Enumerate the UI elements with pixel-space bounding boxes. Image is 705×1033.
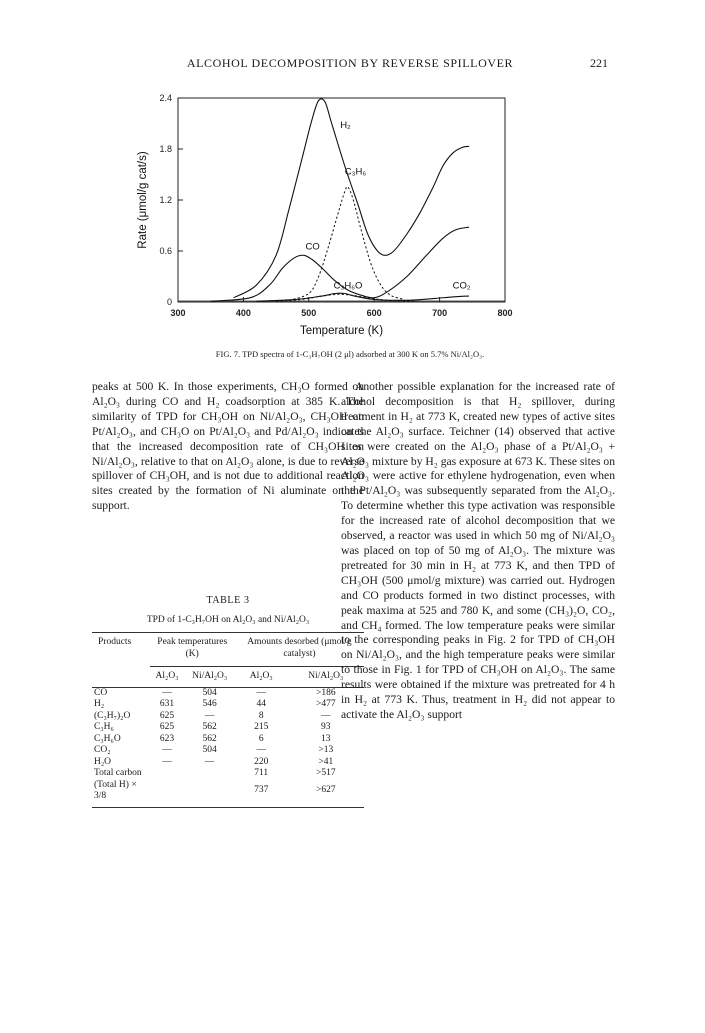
product-name-cell: (Total H) × 3/8: [94, 779, 137, 801]
subheader-peak-ni-al2o3: Ni/Al₂O₃: [192, 671, 228, 681]
value-cell: 93: [321, 722, 331, 732]
header-amounts-desorbed: Amounts desorbed (μmol/g catalyst): [247, 637, 352, 659]
x-tick-label: 700: [432, 308, 448, 318]
series-label: CO: [305, 241, 320, 253]
value-cell: —: [162, 687, 172, 698]
value-cell: >186: [315, 687, 336, 698]
y-tick-label: 0: [166, 297, 172, 307]
left-column: [92, 380, 364, 514]
product-name-cell: (C₃H₇)₂O: [94, 710, 131, 721]
product-name-cell: H₂: [94, 699, 105, 709]
x-tick-label: 400: [235, 308, 251, 318]
value-cell: >41: [318, 756, 334, 767]
value-cell: 623: [159, 733, 175, 744]
value-cell: [184, 780, 234, 803]
table-row: [92, 699, 364, 711]
y-axis-label: Rate (μmol/g cat/s): [137, 151, 149, 249]
subheader-amount-al2o3: Al₂O₃: [249, 671, 273, 681]
value-cell: —: [204, 710, 215, 721]
value-cell: >517: [315, 768, 336, 778]
value-cell: 504: [202, 687, 217, 698]
x-tick-label: 600: [366, 308, 382, 318]
value-cell: >627: [315, 785, 336, 796]
value-cell: >13: [318, 745, 334, 755]
series-line: [257, 293, 470, 301]
x-tick-label: 500: [301, 308, 317, 318]
y-tick-label: 1.8: [159, 144, 172, 154]
value-cell: —: [204, 756, 215, 767]
value-cell: —: [162, 745, 172, 755]
running-head: ALCOHOL DECOMPOSITION BY REVERSE SPILLOVER: [186, 56, 514, 70]
value-cell: [184, 768, 234, 780]
value-cell: 631: [159, 699, 175, 709]
table-row: [92, 687, 364, 699]
value-cell: [150, 768, 185, 780]
series-line: [234, 99, 469, 298]
right-paragraph-1: Another possible explanation for the increased rate of alcohol decomposition is that H₂ spillover, during treatment in H₂ at 773 K, created new types of active sites on the Al₂O₃ surface. Teichner (14) observed that active sites were created on the Al₂O₃ phase of a Pt/Al₂O₃ + Al₂O₃ mixture by H₂ gas exposure at 673 K. These sites on Al₂O₃ were active for ethylene hydrogenation, even when the Pt/Al₂O₃ was subsequently separated from the Al₂O₃. To determine whether this type activation was responsible for the increased rate of alcohol decomposition that we observed, a reactor was used in which 50 mg of Ni/Al₂O₃ was placed on top of 50 mg of Al₂O₃. The mixture was pretreated for 30 min in H₂ at 773 K, and then TPD of CH₃OH (500 μmol/g mixture) was carried out. Hydrogen and CO products formed in two distinct processes, with peak maxima at 525 and 780 K, and some (CH₃)₂O, CO₂, and CH₄ formed. The low temperature peaks were similar to the corresponding peaks in Fig. 2 for TPD of CH₃OH on Ni/Al₂O₃, and the high temperature peaks were similar to those in Fig. 1 for TPD of CH₃OH on Al₂O₃. The same results were obtained if the mixture was pretreated for 4 h in H₂ at 773 K. Thus, treatment in H₂ did not appear to activate the Al₂O₃ support: [341, 380, 616, 721]
header-peak-temperatures: Peak temperatures (K): [157, 637, 228, 659]
right-column: [341, 380, 615, 723]
y-tick-label: 0.6: [159, 246, 172, 256]
tpd-table: [92, 632, 364, 808]
value-cell: 562: [202, 722, 217, 732]
value-cell: [150, 780, 185, 803]
value-cell: 8: [258, 710, 264, 721]
value-cell: 562: [202, 733, 217, 744]
x-axis-label: Temperature (K): [299, 325, 384, 337]
table-row: [92, 768, 364, 780]
value-cell: 44: [256, 699, 266, 709]
x-tick-label: 300: [170, 308, 186, 318]
product-name-cell: Total carbon: [94, 768, 142, 778]
value-cell: 546: [202, 699, 217, 709]
value-cell: 711: [254, 768, 269, 778]
value-cell: 13: [321, 733, 331, 744]
value-cell: —: [321, 710, 331, 721]
series-label: C₃H₆O: [333, 280, 363, 292]
y-tick-label: 2.4: [159, 93, 172, 103]
value-cell: —: [256, 687, 266, 698]
series-label: C₃H₆: [344, 166, 367, 178]
value-cell: —: [256, 745, 266, 755]
series-label: H₂: [340, 119, 351, 131]
table-row: [92, 722, 364, 734]
table-row: [92, 711, 364, 723]
value-cell: >477: [315, 699, 336, 709]
product-name-cell: CO: [94, 687, 108, 698]
tpd-chart: [120, 80, 580, 350]
figure-caption: FIG. 7. TPD spectra of 1-C₃H₇OH (2 μl) adsorbed at 300 K on 5.7% Ni/Al₂O₃.: [215, 349, 485, 359]
product-name-cell: C₃H₆: [94, 722, 114, 732]
value-cell: 6: [258, 733, 264, 744]
subheader-peak-al2o3: Al₂O₃: [155, 671, 179, 681]
table-caption: TPD of 1-C₃H₇OH on Al₂O₃ and Ni/Al₂O₃: [146, 615, 310, 625]
product-name-cell: H₂O: [94, 756, 112, 767]
left-paragraph-1: peaks at 500 K. In those experiments, CH₃O formed on Al₂O₃ during CO and H₂ coadsorption at 385 K. The similarity of TPD for CH₃OH on Ni/Al₂O₃, CH₃OH on Pt/Al₂O₃, and CH₃O on Pt/Al₂O₃ and Pd/Al₂O₃ indicates that the increased decomposition rate of CH₃OH on Ni/Al₂O₃, relative to that on Al₂O₃ alone, is due to reverse spillover of CH₃OH, and is not due to additional reaction sites created by the formation of Ni aluminate on the support.: [92, 380, 364, 513]
x-tick-label: 800: [497, 308, 513, 318]
table-row: [92, 780, 364, 803]
table-row: [92, 745, 364, 757]
page-number: 221: [590, 56, 608, 70]
header-products: Products: [98, 637, 132, 647]
value-cell: 220: [254, 756, 269, 767]
value-cell: 737: [254, 785, 269, 796]
value-cell: 625: [159, 710, 175, 721]
product-name-cell: CO₂: [94, 745, 111, 755]
table-row: [92, 757, 364, 769]
series-label: CO₂: [452, 280, 471, 292]
product-name-cell: C₃H₆O: [94, 733, 121, 744]
value-cell: 215: [254, 722, 269, 732]
table-title: TABLE 3: [206, 595, 250, 606]
value-cell: —: [162, 756, 172, 767]
value-cell: 504: [202, 745, 217, 755]
y-tick-label: 1.2: [159, 195, 172, 205]
table-row: [92, 734, 364, 746]
subheader-amount-ni-al2o3: Ni/Al₂O₃: [308, 671, 344, 681]
value-cell: 625: [159, 722, 175, 732]
